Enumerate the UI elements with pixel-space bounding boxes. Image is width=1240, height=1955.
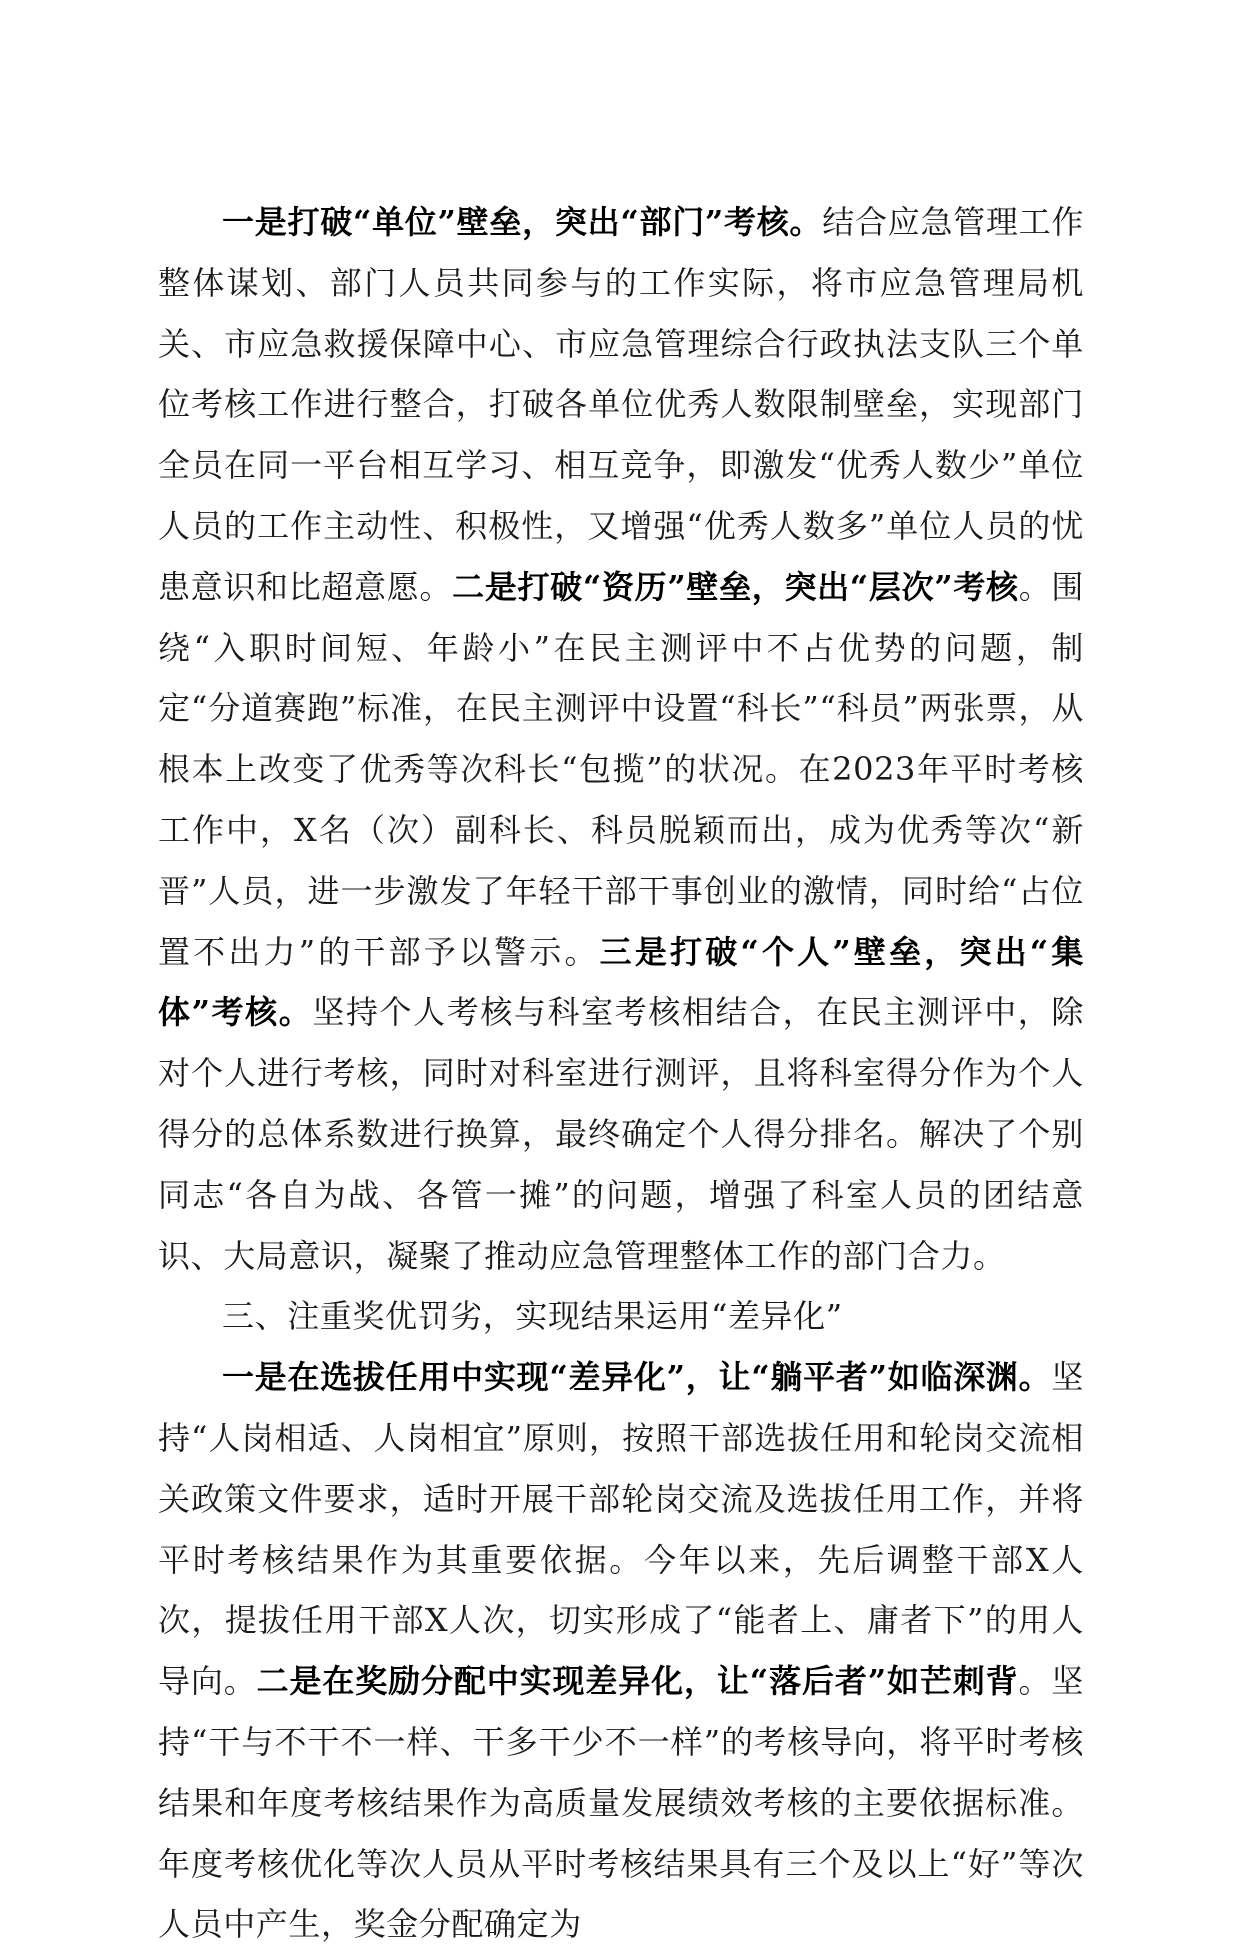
document-page [158, 192, 1084, 1955]
body-text: 结合应急管理工作整体谋划、部门人员共同参与的工作实际，将市应急管理局机关、市应急救援保障中心、市应急管理综合行政执法支队三个单位考核工作进行整合，打破各单位优秀人数限制壁垒，实现部门全员在同一平台相互学习、相互竞争，即激发“优秀人数少”单位人员的工作主动性、积极性，又增强“优秀人数多”单位人员的忧患意识和比超意愿。 [158, 203, 1084, 606]
section-heading-three [158, 1286, 1084, 1347]
bold-heading-individual-barrier: 三是打破“个人”壁垒，突出“集体”考核。 [158, 932, 1084, 1032]
paragraph-breaking-barriers [158, 192, 1084, 1286]
paragraph-differentiation [158, 1347, 1084, 1955]
body-text: 坚持“人岗相适、人岗相宜”原则，按照干部选拔任用和轮岗交流相关政策文件要求，适时开展干部轮岗交流及选拔任用工作，并将平时考核结果作为其重要依据。今年以来，先后调整干部X人次，提拔任用干部X人次，切实形成了“能者上、庸者下”的用人导向。 [158, 1358, 1084, 1701]
bold-heading-reward: 二是在奖励分配中实现差异化，让“落后者”如芒刺背 [256, 1662, 1019, 1701]
body-text: 。坚持“干与不干不一样、干多干少不一样”的考核导向，将平时考核结果和年度考核结果作为高质量发展绩效考核的主要依据标准。年度考核优化等次人员从平时考核结果具有三个及以上“好”等次人员中产生，奖金分配确定为 [158, 1662, 1084, 1944]
body-text: 坚持个人考核与科室考核相结合，在民主测评中，除对个人进行考核，同时对科室进行测评，且将科室得分作为个人得分的总体系数进行换算，最终确定个人得分排名。解决了个别同志“各自为战、各管一摊”的问题，增强了科室人员的团结意识、大局意识，凝聚了推动应急管理整体工作的部门合力。 [158, 993, 1084, 1275]
bold-heading-seniority-barrier: 二是打破“资历”壁垒，突出“层次”考核 [452, 567, 1019, 606]
section-heading-text: 三、注重奖优罚劣，实现结果运用“差异化” [222, 1297, 843, 1336]
bold-heading-selection: 一是在选拔任用中实现“差异化”，让“躺平者”如临深渊。 [222, 1358, 1052, 1397]
bold-heading-unit-barrier: 一是打破“单位”壁垒，突出“部门”考核。 [222, 203, 823, 241]
body-text: 。围绕“入职时间短、年龄小”在民主测评中不占优势的问题，制定“分道赛跑”标准，在民主测评中设置“科长”“科员”两张票，从根本上改变了优秀等次科长“包揽”的状况。在2023年平时考核工作中，X名（次）副科长、科员脱颖而出，成为优秀等次“新晋”人员，进一步激发了年轻干部干事创业的激情，同时给“占位置不出力”的干部予以警示。 [158, 567, 1085, 971]
